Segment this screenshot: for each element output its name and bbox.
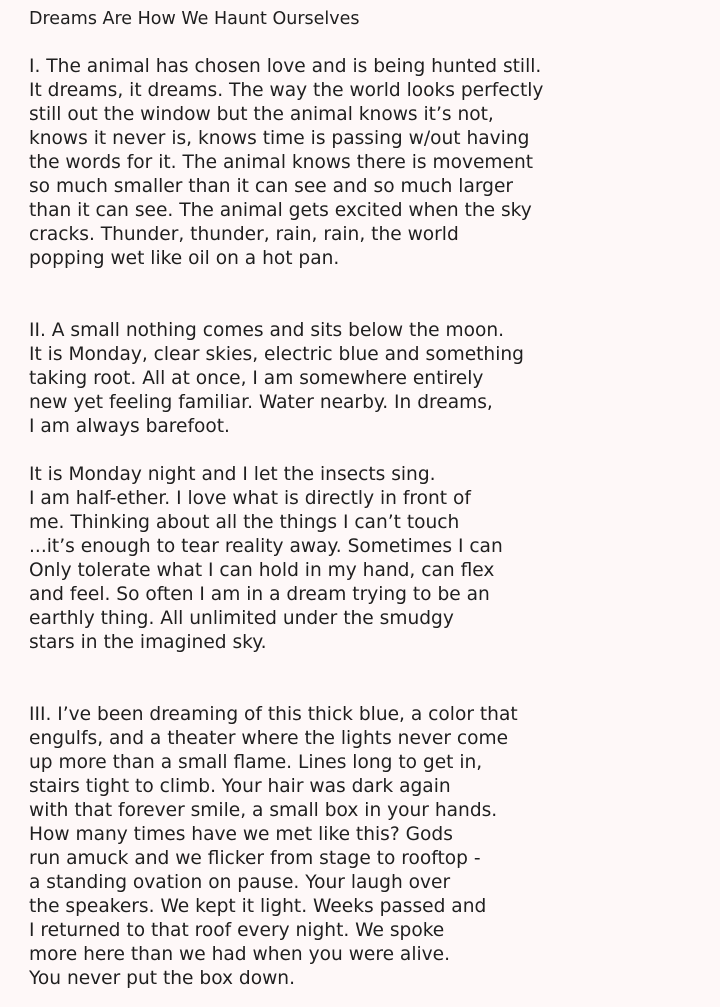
poem-line: up more than a small flame. Lines long to get in,	[29, 752, 483, 773]
poem-line: with that forever smile, a small box in your hands.	[29, 800, 498, 821]
poem-line: so much smaller than it can see and so much larger	[29, 176, 514, 197]
poem-line: engulfs, and a theater where the lights never come	[29, 728, 509, 749]
poem-title: Dreams Are How We Haunt Ourselves	[29, 9, 360, 29]
poem-line: a standing ovation on pause. Your laugh over	[29, 872, 451, 893]
poem-line: new yet feeling familiar. Water nearby. In dreams,	[29, 392, 493, 413]
poem-line: taking root. All at once, I am somewhere entirely	[29, 368, 484, 389]
poem-line: me. Thinking about all the things I can’t touch	[29, 512, 460, 533]
poem-line: than it can see. The animal gets excited when the sky	[29, 200, 532, 221]
poem-line: earthly thing. All unlimited under the smudgy	[29, 608, 454, 629]
poem-line: popping wet like oil on a hot pan.	[29, 248, 340, 269]
poem-line: I. The animal has chosen love and is being hunted still.	[29, 56, 542, 77]
poem-line: I returned to that roof every night. We spoke	[29, 920, 445, 941]
poem-line: knows it never is, knows time is passing w/out having	[29, 128, 530, 149]
poem-line: It is Monday, clear skies, electric blue and something	[29, 344, 524, 365]
poem-line: more here than we had when you were alive.	[29, 944, 451, 965]
poem-line: stairs tight to climb. Your hair was dark again	[29, 776, 451, 797]
poem-line: stars in the imagined sky.	[29, 632, 267, 653]
poem-line: II. A small nothing comes and sits below the moon.	[29, 320, 505, 341]
poem-line: ...it’s enough to tear reality away. Sometimes I can	[29, 536, 503, 557]
poem-line: How many times have we met like this? Gods	[29, 824, 453, 845]
poem-line: I am always barefoot.	[29, 416, 230, 437]
poem-line: Only tolerate what I can hold in my hand, can flex	[29, 560, 495, 581]
poem-line: the words for it. The animal knows there is movement	[29, 152, 534, 173]
poem-line: You never put the box down.	[29, 968, 295, 989]
poem-line: cracks. Thunder, thunder, rain, rain, the world	[29, 224, 459, 245]
poem-line: It dreams, it dreams. The way the world looks perfectly	[29, 80, 544, 101]
poem-line: III. I’ve been dreaming of this thick blue, a color that	[29, 704, 518, 725]
poem-line: It is Monday night and I let the insects sing.	[29, 464, 436, 485]
poem-line: and feel. So often I am in a dream trying to be an	[29, 584, 490, 605]
poem-line: I am half-ether. I love what is directly in front of	[29, 488, 471, 509]
poem-line: still out the window but the animal knows it’s not,	[29, 104, 494, 125]
poem-line: the speakers. We kept it light. Weeks passed and	[29, 896, 487, 917]
poem-line: run amuck and we flicker from stage to rooftop -	[29, 848, 481, 869]
